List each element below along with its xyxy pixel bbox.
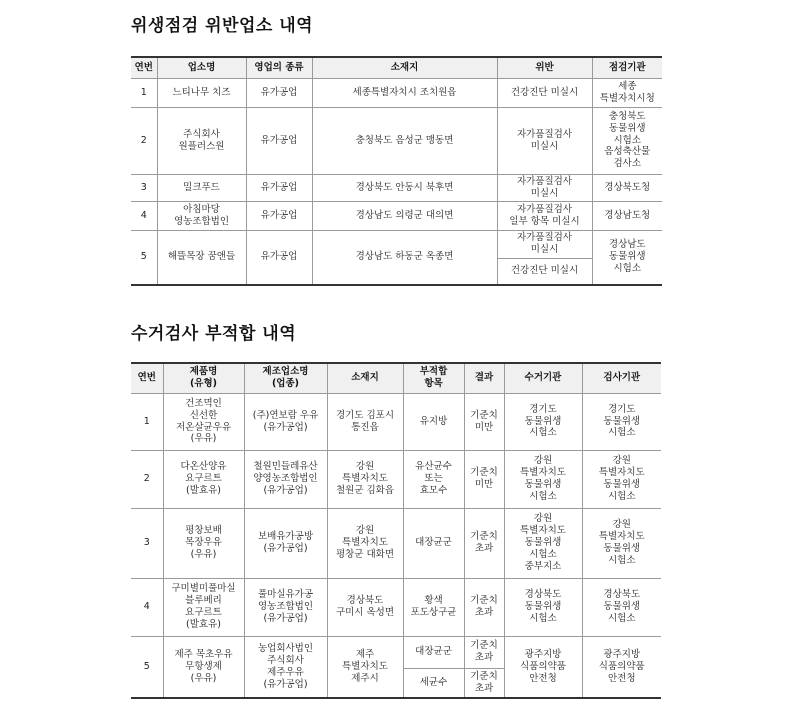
cell-product: 제주 목초우유 무항생제 (우유) — [163, 636, 244, 698]
cell-result: 기준치 미만 — [464, 450, 504, 508]
table-row — [131, 107, 662, 174]
cell-product: 건조멱인 신선한 저온살균우유 (우유) — [163, 393, 244, 450]
cell-violation: 자가품질검사 일부 항목 미실시 — [497, 201, 592, 230]
cell-collector: 경기도 동물위생 시험소 — [504, 393, 582, 450]
cell-business-name: 해뜰목장 꿈앤들 — [157, 230, 246, 285]
cell-no: 5 — [131, 230, 157, 285]
cell-item: 유산균수 또는 효모수 — [403, 450, 464, 508]
violations-table — [131, 56, 662, 286]
cell-collector: 경상북도 동물위생 시험소 — [504, 578, 582, 636]
cell-location: 충청북도 음성군 맹동면 — [312, 107, 497, 174]
cell-no: 1 — [131, 393, 163, 450]
cell-location: 경상북도 안동시 북후면 — [312, 174, 497, 201]
cell-maker: 풀마실유가공 영농조합법인 (유가공업) — [244, 578, 327, 636]
header-result: 결과 — [464, 363, 504, 393]
cell-business-name: 느티나무 치즈 — [157, 78, 246, 107]
cell-violation: 건강진단 미실시 — [497, 78, 592, 107]
cell-inspector: 경기도 동물위생 시험소 — [582, 393, 661, 450]
table-row — [131, 578, 661, 636]
header-business-type: 영업의 종류 — [246, 57, 312, 78]
cell-business-type: 유가공업 — [246, 107, 312, 174]
header-inspection-agency: 점검기관 — [592, 57, 662, 78]
cell-maker: (주)연보람 우유 (유가공업) — [244, 393, 327, 450]
header-inspector: 검사기관 — [582, 363, 661, 393]
header-location: 소재지 — [327, 363, 403, 393]
cell-inspector: 강원 특별자치도 동물위생 시험소 — [582, 450, 661, 508]
table-row — [131, 174, 662, 201]
cell-item: 유지방 — [403, 393, 464, 450]
cell-business-name: 아침마당 영농조합법인 — [157, 201, 246, 230]
cell-no: 2 — [131, 450, 163, 508]
cell-product: 평창보배 목장우유 (우유) — [163, 508, 244, 578]
header-violation: 위반 — [497, 57, 592, 78]
cell-maker: 농업회사법인 주식회사 제주우유 (유가공업) — [244, 636, 327, 698]
cell-agency: 세종 특별자치시청 — [592, 78, 662, 107]
table-row — [131, 508, 661, 578]
cell-item: 대장균군 — [403, 636, 464, 668]
header-nonconforming-item: 부적합 항목 — [403, 363, 464, 393]
cell-no: 4 — [131, 578, 163, 636]
cell-agency: 경상남도 동물위생 시험소 — [592, 230, 662, 285]
cell-violation: 자가품질검사 미실시 — [497, 107, 592, 174]
cell-product: 다온산양유 요구르트 (발효유) — [163, 450, 244, 508]
cell-location: 경상북도 구미시 옥성면 — [327, 578, 403, 636]
table-row — [131, 230, 662, 258]
cell-result: 기준치 초과 — [464, 636, 504, 668]
section-title-nonconforming: 수거검사 부적합 내역 — [131, 324, 297, 344]
cell-violation: 자가품질검사 미실시 — [497, 174, 592, 201]
table-row — [131, 201, 662, 230]
cell-collector: 광주지방 식품의약품 안전청 — [504, 636, 582, 698]
cell-location: 경상남도 하동군 옥종면 — [312, 230, 497, 285]
header-business-name: 업소명 — [157, 57, 246, 78]
cell-business-name: 밀크푸드 — [157, 174, 246, 201]
section-title-violations: 위생점검 위반업소 내역 — [131, 16, 314, 36]
cell-no: 3 — [131, 508, 163, 578]
header-no: 연번 — [131, 57, 157, 78]
nonconforming-table — [131, 362, 661, 699]
cell-location: 경상남도 의령군 대의면 — [312, 201, 497, 230]
cell-item: 황색 포도상구균 — [403, 578, 464, 636]
cell-no: 4 — [131, 201, 157, 230]
cell-agency: 경상북도청 — [592, 174, 662, 201]
cell-business-type: 유가공업 — [246, 78, 312, 107]
cell-inspector: 경상북도 동물위생 시험소 — [582, 578, 661, 636]
cell-business-type: 유가공업 — [246, 201, 312, 230]
table-row — [131, 78, 662, 107]
cell-no: 5 — [131, 636, 163, 698]
header-product: 제품명 (유형) — [163, 363, 244, 393]
cell-no: 2 — [131, 107, 157, 174]
cell-result: 기준치 초과 — [464, 668, 504, 698]
cell-location: 강원 특별자치도 평창군 대화면 — [327, 508, 403, 578]
table-row — [131, 636, 661, 668]
cell-business-name: 주식회사 원플러스원 — [157, 107, 246, 174]
cell-no: 3 — [131, 174, 157, 201]
cell-location: 경기도 김포시 통진읍 — [327, 393, 403, 450]
cell-location: 제주 특별자치도 제주시 — [327, 636, 403, 698]
cell-inspector: 광주지방 식품의약품 안전청 — [582, 636, 661, 698]
cell-violation: 자가품질검사 미실시 — [497, 230, 592, 258]
cell-result: 기준치 초과 — [464, 508, 504, 578]
cell-item: 세균수 — [403, 668, 464, 698]
cell-item: 대장균군 — [403, 508, 464, 578]
header-collector: 수거기관 — [504, 363, 582, 393]
cell-business-type: 유가공업 — [246, 230, 312, 285]
cell-agency: 충청북도 동물위생 시험소 음성축산물 검사소 — [592, 107, 662, 174]
cell-inspector: 강원 특별자치도 동물위생 시험소 — [582, 508, 661, 578]
table-row — [131, 450, 661, 508]
cell-collector: 강원 특별자치도 동물위생 시험소 — [504, 450, 582, 508]
cell-collector: 강원 특별자치도 동물위생 시험소 중부지소 — [504, 508, 582, 578]
table-row — [131, 393, 661, 450]
cell-agency: 경상남도청 — [592, 201, 662, 230]
cell-maker: 보배유가공방 (유가공업) — [244, 508, 327, 578]
cell-result: 기준치 미만 — [464, 393, 504, 450]
header-no: 연번 — [131, 363, 163, 393]
cell-location: 강원 특별자치도 철원군 김화읍 — [327, 450, 403, 508]
cell-product: 구미별미풀마실 블루베리 요구르트 (발효유) — [163, 578, 244, 636]
header-maker: 제조업소명 (업종) — [244, 363, 327, 393]
cell-no: 1 — [131, 78, 157, 107]
cell-result: 기준치 초과 — [464, 578, 504, 636]
header-location: 소재지 — [312, 57, 497, 78]
cell-location: 세종특별자치시 조치원읍 — [312, 78, 497, 107]
cell-violation: 건강진단 미실시 — [497, 258, 592, 285]
cell-maker: 철원민들레유산 양영농조합법인 (유가공업) — [244, 450, 327, 508]
cell-business-type: 유가공업 — [246, 174, 312, 201]
